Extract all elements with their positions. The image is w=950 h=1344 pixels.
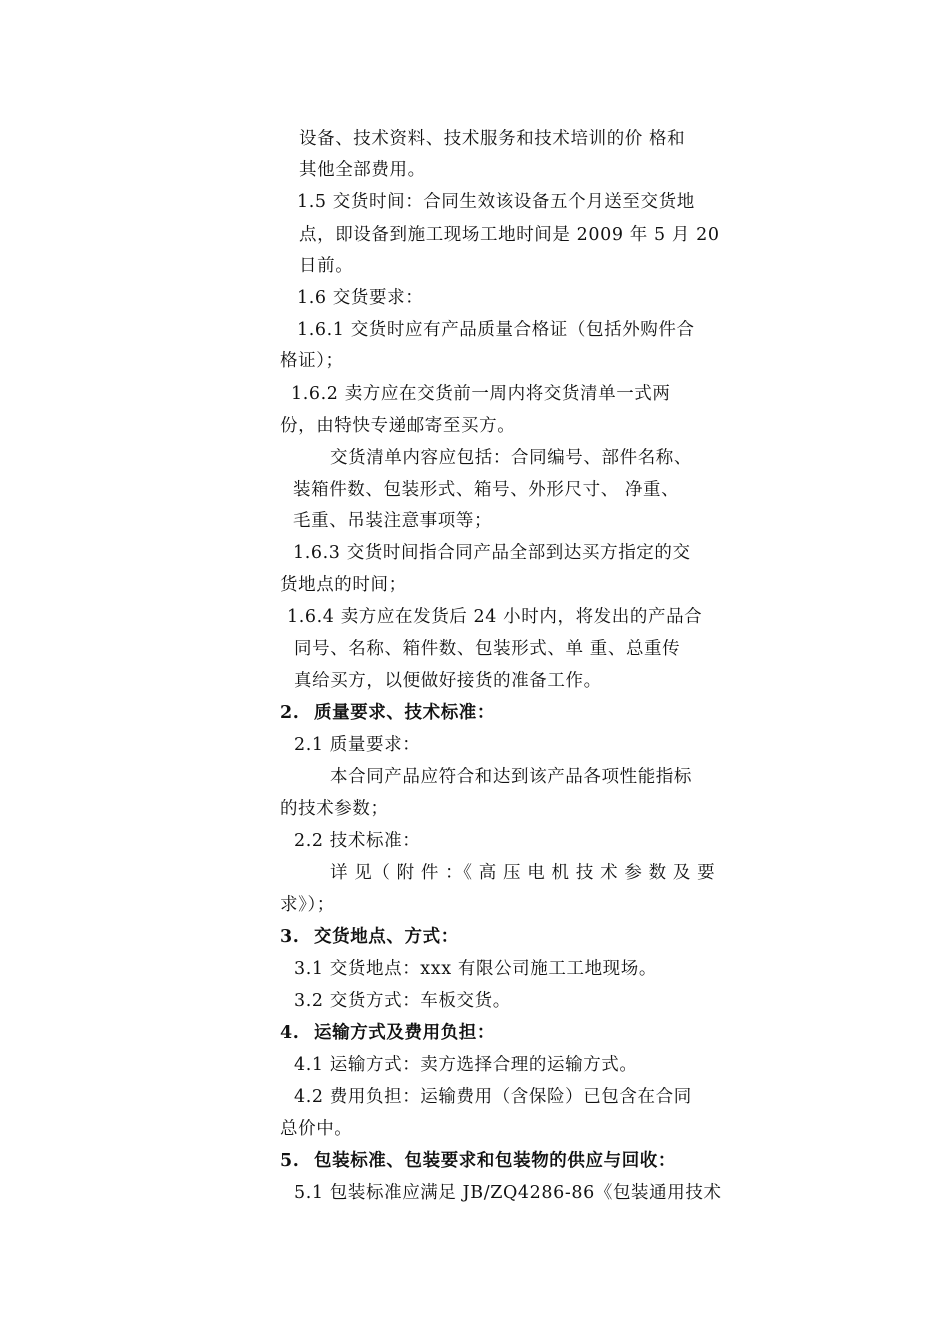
- text-line: 2.2 技术标准：: [294, 831, 421, 851]
- text-line: 点，即设备到施工现场工地时间是 2009 年 5 月 20: [299, 225, 720, 245]
- text-line: 1.6 交货要求：: [297, 288, 424, 308]
- section-heading: [280, 1149, 676, 1173]
- section-number: 5.: [280, 1151, 300, 1171]
- text-line: 1.6.3 交货时间指合同产品全部到达买方指定的交: [293, 543, 691, 563]
- text-line: 同号、名称、箱件数、包装形式、单 重、总重传: [294, 639, 681, 659]
- text-line: 的技术参数；: [280, 799, 389, 819]
- text-line: 毛重、吊装注意事项等；: [293, 511, 493, 531]
- text-line: 其他全部费用。: [299, 160, 426, 180]
- text-line: 日前。: [299, 256, 354, 276]
- text-line: 求》）；: [280, 895, 335, 915]
- text-line: 格证）；: [280, 351, 344, 371]
- text-line: 3.1 交货地点：xxx 有限公司施工工地现场。: [294, 959, 657, 979]
- section-number: 2.: [280, 703, 300, 723]
- section-heading: [280, 1021, 495, 1045]
- section-heading: [280, 925, 459, 949]
- section-number: 4.: [280, 1023, 300, 1043]
- text-line: 详 见（ 附 件 ：《 高 压 电 机 技 术 参 数 及 要: [330, 863, 716, 883]
- text-line: 3.2 交货方式：车板交货。: [294, 991, 511, 1011]
- text-line: 货地点的时间；: [280, 575, 407, 595]
- text-line: 真给买方，以便做好接货的准备工作。: [294, 671, 602, 691]
- section-title: 包装标准、包装要求和包装物的供应与回收：: [314, 1151, 676, 1171]
- text-line: 设备、技术资料、技术服务和技术培训的价 格和: [299, 129, 686, 149]
- text-line: 1.6.2 卖方应在交货前一周内将交货清单一式两: [291, 384, 671, 404]
- section-number: 3.: [280, 927, 300, 947]
- section-title: 交货地点、方式：: [314, 927, 459, 947]
- text-line: 交货清单内容应包括：合同编号、部件名称、: [330, 448, 692, 468]
- text-line: 2.1 质量要求：: [294, 735, 421, 755]
- text-line: 1.6.1 交货时应有产品质量合格证（包括外购件合: [297, 320, 695, 340]
- text-line: 份，由特快专递邮寄至买方。: [280, 416, 516, 436]
- text-line: 4.2 费用负担：运输费用（含保险）已包含在合同: [294, 1087, 692, 1107]
- section-title: 质量要求、技术标准：: [314, 703, 495, 723]
- text-line: 本合同产品应符合和达到该产品各项性能指标: [330, 767, 692, 787]
- text-line: 总价中。: [280, 1119, 353, 1139]
- section-heading: [280, 701, 495, 725]
- text-line: 装箱件数、包装形式、箱号、外形尺寸、 净重、: [293, 480, 680, 500]
- section-title: 运输方式及费用负担：: [314, 1023, 495, 1043]
- text-line: 1.6.4 卖方应在发货后 24 小时内，将发出的产品合: [287, 607, 703, 627]
- text-line: 5.1 包装标准应满足 JB/ZQ4286-86《包装通用技术: [294, 1183, 722, 1203]
- text-line: 4.1 运输方式：卖方选择合理的运输方式。: [294, 1055, 638, 1075]
- text-line: 1.5 交货时间：合同生效该设备五个月送至交货地: [297, 192, 695, 212]
